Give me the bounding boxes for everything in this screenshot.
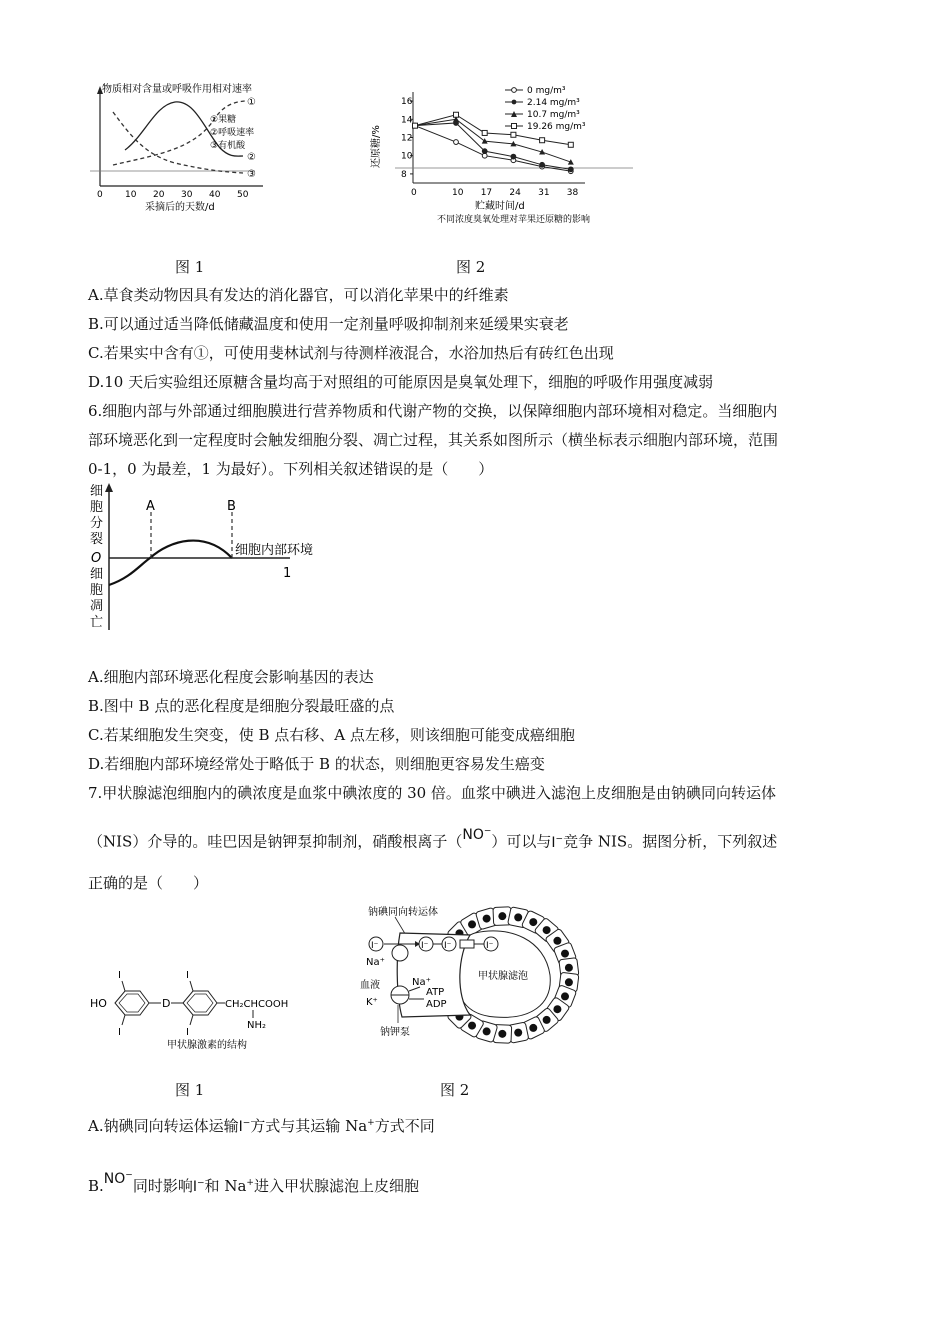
fig2-legend-3: 10.7 mg/m³ [527,110,580,120]
top-figure-2-caption: 图 2 [456,258,486,276]
q6-y-lower-1: 细 [90,567,104,582]
fig1-i-top-1: I [118,970,121,981]
svg-text:I⁻: I⁻ [421,941,429,951]
q6-option-c: C.若某细胞发生突变，使 B 点右移、A 点左移，则该细胞可能变成癌细胞 [88,726,575,744]
q6-y-arrow [105,483,113,492]
cell-nucleus [483,1027,491,1035]
fig1-chain: CH₂CHCOOH [225,999,289,1010]
q7-stem-text-c: 竞争 NIS。据图分析，下列叙述 [563,832,778,851]
fig1-marker-1: ① [247,97,256,108]
q7-stem-line-2 [88,826,778,853]
fig2-caption-note: 不同浓度臭氧处理对苹果还原糖的影响 [437,215,591,225]
fig1-xtick: 0 [97,190,103,200]
fig2-data-point [482,130,487,135]
cell-nucleus [514,913,522,921]
cell-nucleus [553,937,561,945]
fig2-blood-label: 血液 [360,980,380,991]
cell-nucleus [468,1022,476,1030]
fig1-i-bot-2: I [186,1027,189,1038]
q7-stem-text-a: （NIS）介导的。哇巴因是钠钾泵抑制剂，硝酸根离子（ [88,832,463,851]
fig2-legend-2: 2.14 mg/m³ [527,98,580,108]
svg-text:I⁻: I⁻ [371,941,379,951]
fig2-xtick-label: 17 [480,188,493,198]
nitrate-ion: NO− [103,1170,133,1187]
fig1-marker-3: ③ [247,169,256,180]
fig2-ytick-label: 8 [401,169,407,180]
benzene-ring-1 [115,991,149,1015]
q6-curve [109,541,232,585]
q5-option-d: D.10 天后实验组还原糖含量均高于对照组的可能原因是臭氧处理下，细胞的呼吸作用强度减弱 [88,373,714,391]
q6-y-lower-3: 凋 [90,599,104,614]
fig2-atp: ATP [426,987,445,998]
cell-nucleus [529,1024,537,1032]
nitrate-ion: NO− [462,826,492,843]
apical-channel [460,940,474,948]
fig2-series-line [415,126,571,172]
bottom-figure-2-caption: 图 2 [440,1081,470,1099]
iodide-ion: I− [551,834,564,851]
fig2-data-point [454,140,459,145]
cell-nucleus [553,1005,561,1013]
bottom-figure-1-caption: 图 1 [175,1081,205,1099]
cell-nucleus [498,1030,506,1038]
svg-text:I⁻: I⁻ [486,941,494,951]
q6-y-upper-4: 裂 [90,532,104,547]
fig1-legend-3: ③有机酸 [210,141,246,151]
fig1-xtick: 10 [125,190,137,200]
fig1-ho: HO [90,997,107,1010]
benzene-ring-2 [183,991,217,1015]
cell-nucleus [543,926,551,934]
fig2-data-point [568,142,573,147]
q6-y-upper-3: 分 [90,516,104,531]
q7-stem-line-3: 正确的是（ ） [88,874,209,892]
cell-nucleus [529,918,537,926]
fig1-legend-2: ②呼吸速率 [210,128,255,138]
fig2-ylabel: 还原糖/% [371,125,382,168]
fig2-xlabel: 贮藏时间/d [475,201,525,212]
iodide-ion: I− [192,1178,205,1195]
cell-nucleus [514,1029,522,1037]
fig1-ylabel: 物质相对含量或呼吸作用相对速率 [102,84,252,95]
fig1-marker-2: ② [247,152,256,163]
top-figure-1-caption: 图 1 [175,258,205,276]
fig1-xtick: 50 [237,190,249,200]
q6-x-end: 1 [283,566,292,581]
cell-nucleus [565,978,573,986]
fig2-legend [505,86,586,132]
q7-option-a: A.钠碘同向转运体运输I−方式与其运输 Na+方式不同 [88,1117,435,1135]
cell-nucleus [561,950,569,958]
fig1-d: D [162,997,171,1010]
fig2-data-point [482,149,487,154]
fig1-nh2: NH₂ [247,1020,267,1031]
fig1-xtick: 40 [209,190,221,200]
cell-nucleus [543,1016,551,1024]
fig2-xtick-label: 38 [566,188,579,198]
fig2-ytick-label: 10 [401,151,413,162]
q6-stem-line-1: 6.细胞内部与外部通过细胞膜进行营养物质和代谢产物的交换，以保障细胞内部环境相对稳定。当细胞内 [88,402,778,420]
q6-y-upper-2: 胞 [90,500,104,515]
q7-option-b: B.NO−同时影响I−和 Na+进入甲状腺滤泡上皮细胞 [88,1170,419,1195]
fig2-data-point [454,112,459,117]
q5-option-b: B.可以通过适当降低储藏温度和使用一定剂量呼吸抑制剂来延缓果实衰老 [88,315,569,333]
fig1-legend-1: ①果糖 [210,115,237,125]
q6-option-a: A.细胞内部环境恶化程度会影响基因的表达 [88,668,374,686]
cell-nucleus [483,915,491,923]
top-figure-2-chart [365,78,635,228]
q6-y-upper-1: 细 [90,484,104,499]
q5-option-c: C.若果实中含有①，可使用斐林试剂与待测样液混合，水浴加热后有砖红色出现 [88,344,614,362]
svg-text:I⁻: I⁻ [444,941,452,951]
q6-point-b: B [227,499,236,514]
fig2-adp: ADP [426,999,447,1010]
fig2-legend-1: 0 mg/m³ [527,86,566,96]
fig2-ytick-label: 12 [401,133,413,144]
fig2-xtick-label: 10 [452,188,464,198]
q6-y-lower-4: 亡 [90,615,104,630]
cell-nucleus [468,920,476,928]
fig2-legend-4: 19.26 mg/m³ [527,122,586,132]
fig2-ytick-label: 14 [401,115,413,126]
cell-nucleus [498,912,506,920]
fig2-transporter-label: 钠碘同向转运体 [368,907,438,918]
cell-nucleus [561,992,569,1000]
fig2-xtick-label: 31 [538,188,550,198]
iodide-ion: I− [238,1118,251,1135]
q6-origin: O [91,551,102,566]
q6-option-b: B.图中 B 点的恶化程度是细胞分裂最旺盛的点 [88,697,395,715]
top-figure-1 [85,80,325,220]
fig1-xlabel: 采摘后的天数/d [145,202,215,213]
fig2-data-point [540,162,545,167]
q6-stem-line-3: 0-1，0 为最差，1 为最好）。下列相关叙述错误的是（ ） [88,460,494,478]
fig1-xtick: 30 [181,190,193,200]
fig2-data-point [568,167,573,172]
fig2-data-point [540,138,545,143]
q7-figure-2 [360,895,600,1060]
fig1-structure-caption: 甲状腺激素的结构 [167,1040,247,1051]
fig2-pump-label: 钠钾泵 [380,1027,410,1038]
symporter [392,945,408,961]
fig2-ytick-label: 16 [401,97,413,108]
fig2-xtick-label: 24 [509,188,521,198]
cell-nucleus [565,964,573,972]
fig2-data-point [413,123,418,128]
fig1-i-top-2: I [186,970,189,981]
q6-figure [85,480,345,640]
fig2-data-point [511,132,516,137]
q6-y-lower-2: 胞 [90,583,104,598]
fig1-xtick: 20 [153,190,165,200]
fig2-na-ion: Na⁺ [366,957,385,968]
q7-stem-line-1: 7.甲状腺滤泡细胞内的碘浓度是血浆中碘浓度的 30 倍。血浆中碘进入滤泡上皮细胞是由钠碘同向转运体 [88,784,776,802]
q6-stem-line-2: 部环境恶化到一定程度时会触发细胞分裂、凋亡过程，其关系如图所示（横坐标表示细胞内部环境，范围 [88,431,779,449]
q7-stem-text-b: ）可以与 [491,832,552,851]
q6-axis-label: 细胞内部环境 [235,543,314,558]
fig2-na-ion-2: Na⁺ [412,977,431,988]
q5-option-a: A.草食类动物因具有发达的消化器官，可以消化苹果中的纤维素 [88,286,509,304]
fig2-data-point [511,154,516,159]
q6-point-a: A [146,499,155,514]
fig2-k-ion: K⁺ [366,997,378,1008]
q7-figure-1 [85,955,310,1060]
fig2-xtick-label: 0 [411,188,417,198]
fig1-i-bot-1: I [118,1027,121,1038]
fig2-follicle-label: 甲状腺滤泡 [478,971,528,982]
q6-option-d: D.若细胞内部环境经常处于略低于 B 的状态，则细胞更容易发生癌变 [88,755,545,773]
